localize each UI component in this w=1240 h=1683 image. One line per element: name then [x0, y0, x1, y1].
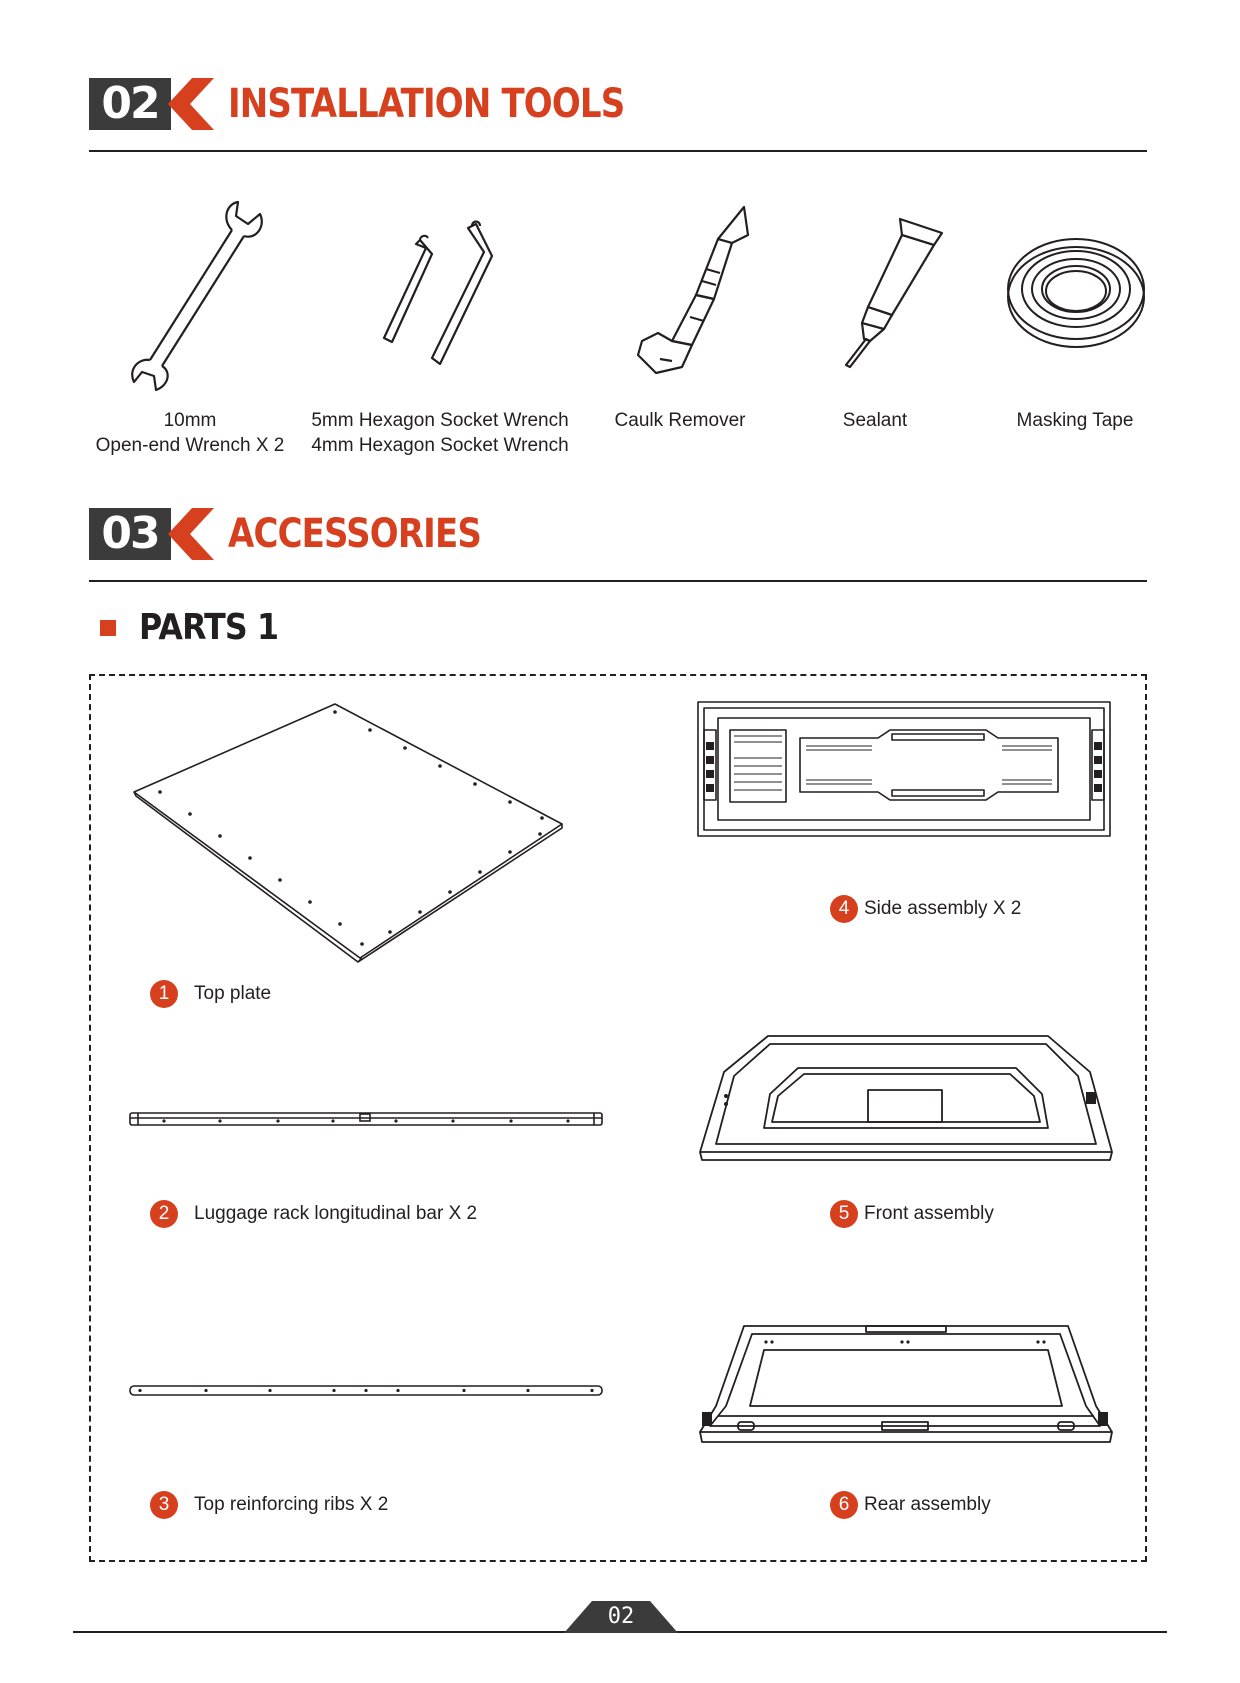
rear-assembly-drawing	[698, 1322, 1112, 1450]
part-number-badge: 3	[150, 1491, 178, 1519]
part-label-3	[150, 1491, 388, 1519]
page-number: 02	[607, 1604, 635, 1629]
tool-label-line: Sealant	[842, 410, 908, 431]
part-label-text: Side assembly X 2	[864, 898, 1022, 919]
tool-label-sealant	[800, 408, 950, 433]
tool-label-line: 10mm	[163, 410, 217, 431]
chevron-left-icon	[168, 78, 214, 130]
luggage-rack-bar-drawing	[128, 1110, 604, 1130]
tool-label-wrench	[90, 408, 290, 458]
section-title-accessories: ACCESSORIES	[228, 511, 481, 557]
parts-heading: PARTS 1	[139, 607, 279, 648]
tape-roll-icon	[1006, 235, 1146, 355]
tool-label-line: Open-end Wrench X 2	[95, 435, 285, 456]
side-assembly-drawing	[696, 700, 1112, 840]
hex-key-icon	[380, 218, 525, 368]
square-bullet-icon	[100, 620, 116, 636]
tool-label-caulk	[600, 408, 760, 433]
part-number-badge: 6	[830, 1491, 858, 1519]
part-label-text: Front assembly	[864, 1203, 994, 1224]
top-plate-drawing	[130, 700, 570, 970]
section-number-tools: 02	[89, 78, 171, 130]
part-number-badge: 5	[830, 1200, 858, 1228]
reinforcing-rib-drawing	[128, 1384, 604, 1398]
part-number-badge: 2	[150, 1200, 178, 1228]
chevron-left-icon	[168, 508, 214, 560]
section-divider	[89, 150, 1147, 152]
section-title-tools: INSTALLATION TOOLS	[228, 81, 625, 127]
part-number-badge: 1	[150, 980, 178, 1008]
part-label-text: Rear assembly	[864, 1494, 991, 1515]
front-assembly-drawing	[698, 1032, 1112, 1164]
section-number-accessories: 03	[89, 508, 171, 560]
section-divider	[89, 580, 1147, 582]
part-label-1	[150, 980, 271, 1008]
part-number-badge: 4	[830, 895, 858, 923]
part-label-text: Luggage rack longitudinal bar X 2	[194, 1203, 478, 1224]
part-label-2	[150, 1200, 477, 1228]
part-label-5	[830, 1200, 994, 1228]
open-end-wrench-icon	[120, 200, 280, 390]
part-label-text: Top plate	[194, 983, 272, 1004]
tool-label-hex-wrench	[305, 408, 575, 458]
caulk-remover-icon	[632, 205, 762, 380]
tool-label-line: 5mm Hexagon Socket Wrench	[311, 410, 569, 431]
tool-label-line: Caulk Remover	[614, 410, 746, 431]
tool-label-line: Masking Tape	[1016, 410, 1134, 431]
part-label-4	[830, 895, 1021, 923]
sealant-tube-icon	[820, 215, 950, 375]
tool-label-line: 4mm Hexagon Socket Wrench	[311, 435, 569, 456]
tool-label-tape	[1000, 408, 1150, 433]
part-label-text: Top reinforcing ribs X 2	[194, 1494, 389, 1515]
part-label-6	[830, 1491, 991, 1519]
